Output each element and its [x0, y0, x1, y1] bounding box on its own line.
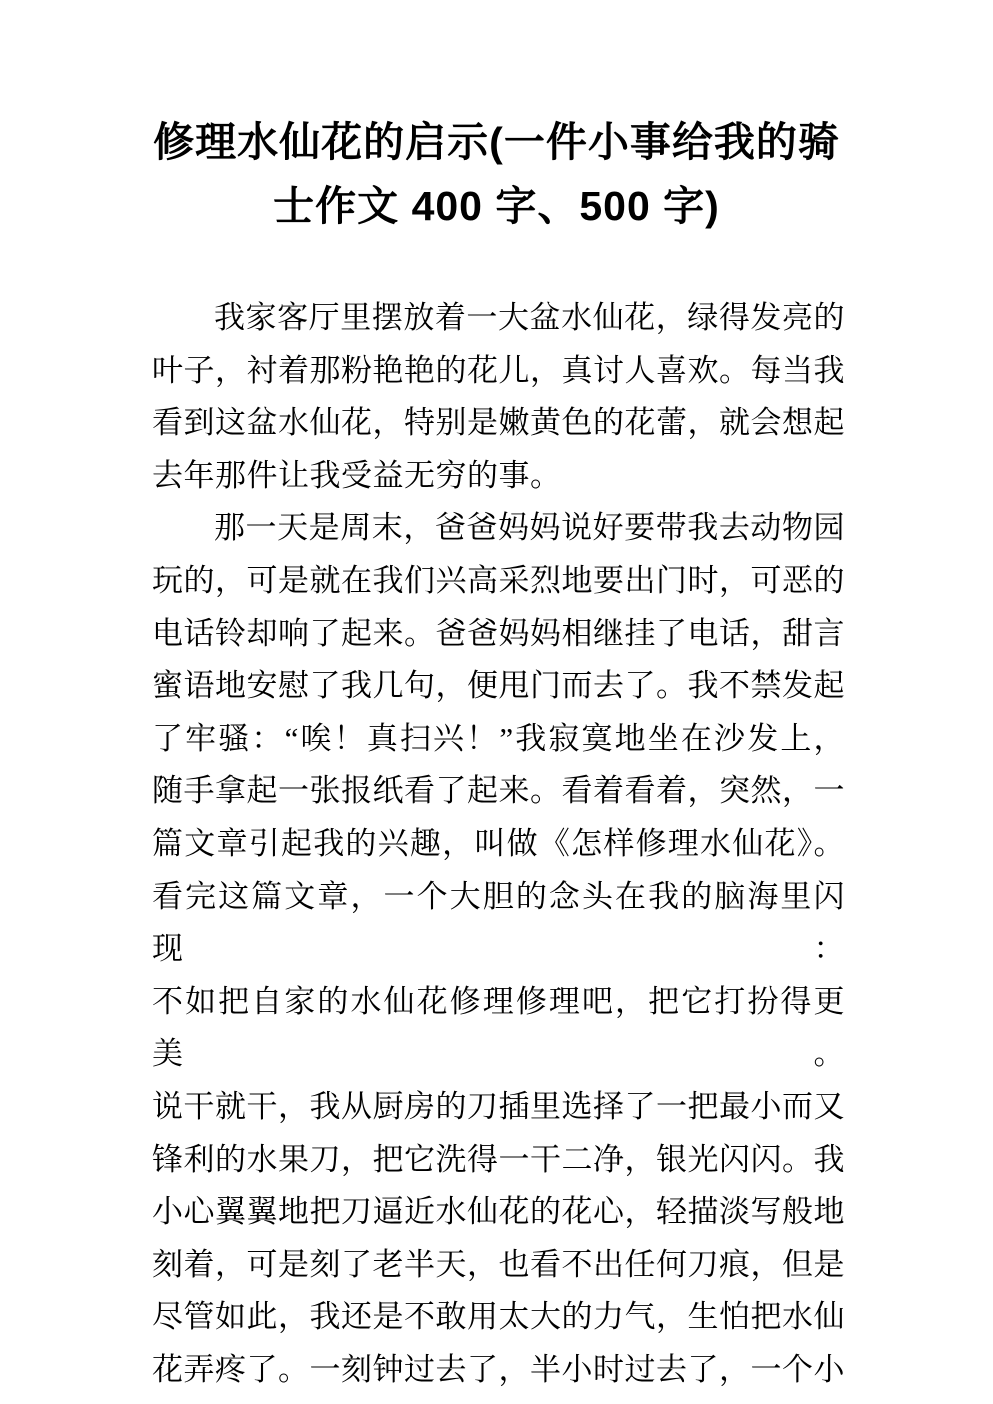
- text-line: 叶子，衬着那粉艳艳的花儿，真讨人喜欢。每当我: [152, 352, 845, 388]
- text-line: 说干就干，我从厨房的刀插里选择了一把最小而又: [152, 1088, 845, 1124]
- text-line: 看完这篇文章，一个大胆的念头在我的脑海里闪现：: [152, 878, 845, 967]
- text-line: 去年那件让我受益无穷的事。: [152, 457, 562, 493]
- paragraph: [152, 502, 845, 1396]
- document-title: [0, 0, 993, 238]
- title-line-1: 修理水仙花的启示(一件小事给我的骑: [153, 119, 840, 165]
- text-line: 锋利的水果刀，把它洗得一干二净，银光闪闪。我: [152, 1141, 845, 1177]
- text-line: 随手拿起一张报纸看了起来。看着看着，突然，一: [152, 773, 845, 809]
- text-line: 不如把自家的水仙花修理修理吧，把它打扮得更美。: [152, 983, 845, 1072]
- text-line: 刻着，可是刻了老半天，也看不出任何刀痕，但是: [152, 1246, 845, 1282]
- paragraph: [152, 292, 845, 502]
- text-line: 篇文章引起我的兴趣，叫做《怎样修理水仙花》。: [152, 825, 845, 861]
- text-line: 蜜语地安慰了我几句，便甩门而去了。我不禁发起: [152, 668, 845, 704]
- text-line: 玩的，可是就在我们兴高采烈地要出门时，可恶的: [152, 562, 845, 598]
- text-line: 花弄疼了。一刻钟过去了，半小时过去了，一个小: [152, 1351, 845, 1387]
- text-line: 了牢骚：“唉！真扫兴！”我寂寞地坐在沙发上，: [152, 720, 845, 756]
- text-line: 那一天是周末，爸爸妈妈说好要带我去动物园: [214, 510, 845, 546]
- text-line: 尽管如此，我还是不敢用太大的力气，生怕把水仙: [152, 1299, 845, 1335]
- text-line: 看到这盆水仙花，特别是嫩黄色的花蕾，就会想起: [152, 405, 845, 441]
- document-body: [152, 292, 845, 1396]
- text-line: 我家客厅里摆放着一大盆水仙花，绿得发亮的: [214, 300, 845, 335]
- text-line: 电话铃却响了起来。爸爸妈妈相继挂了电话，甜言: [152, 615, 845, 651]
- text-line: 小心翼翼地把刀逼近水仙花的花心，轻描淡写般地: [152, 1194, 845, 1230]
- title-line-2: 士作文 400 字、500 字): [273, 183, 720, 229]
